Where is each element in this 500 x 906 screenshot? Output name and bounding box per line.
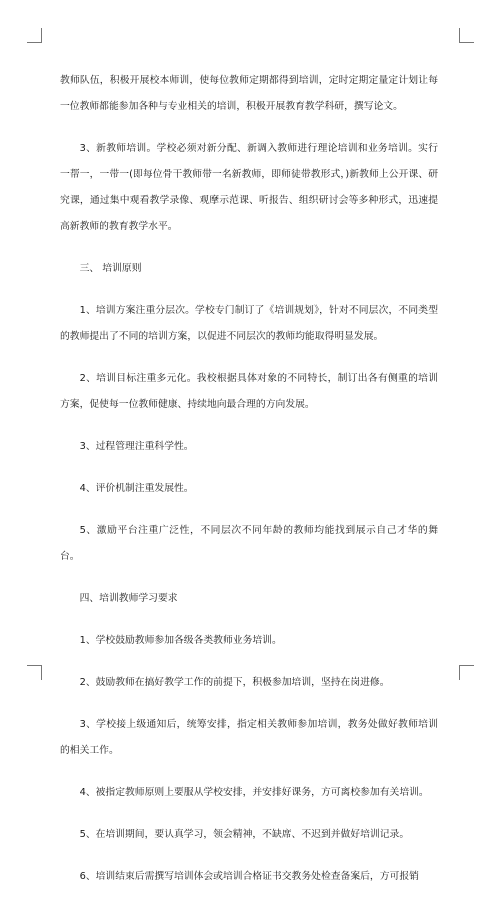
paragraph-principle-3: 3、过程管理注重科学性。 (79, 441, 194, 452)
paragraph-requirement-2: 2、鼓励教师在搞好教学工作的前提下，积极参加培训，坚持在岗进修。 (79, 677, 390, 688)
paragraph-requirement-4: 4、被指定教师原则上要服从学校安排，并安排好课务，方可离校参加有关培训。 (79, 787, 429, 798)
section-heading-requirements: 四、培训教师学习要求 (79, 593, 178, 604)
paragraph-continuation: 教师队伍，积极开展校本师训，使每位教师定期都得到培训，定时定期定量定计划让每一位教师都能参加各种与专业相关的培训，积极开展教育教学科研，撰写论文。 (60, 75, 438, 112)
crop-mark-bottom-left (27, 665, 42, 680)
paragraph-requirement-3: 3、学校接上级通知后，统筹安排，指定相关教师参加培训，教务处做好教师培训的相关工作。 (60, 719, 438, 756)
crop-mark-top-right (459, 28, 474, 43)
paragraph-requirement-5: 5、在培训期间，要认真学习，领会精神，不缺席、不迟到并做好培训记录。 (79, 829, 410, 840)
paragraph-principle-4: 4、评价机制注重发展性。 (79, 483, 194, 494)
paragraph-principle-1: 1、培训方案注重分层次。学校专门制订了《培训规划》，针对不同层次，不同类型的教师提出了不同的培训方案，以促进不同层次的教师均能取得明显发展。 (60, 305, 438, 342)
crop-mark-top-left (27, 28, 42, 43)
section-heading-principles: 三、 培训原则 (79, 263, 142, 274)
document-body (60, 68, 438, 906)
paragraph-principle-5: 5、激励平台注重广泛性，不同层次不同年龄的教师均能找到展示自己才华的舞台。 (60, 525, 438, 562)
paragraph-requirement-1: 1、学校鼓励教师参加各级各类教师业务培训。 (79, 635, 282, 646)
paragraph-principle-2: 2、培训目标注重多元化。我校根据具体对象的不同特长，制订出各有侧重的培训方案，促使每一位教师健康、持续地向最合理的方向发展。 (60, 373, 438, 410)
paragraph-requirement-6: 6、培训结束后需撰写培训体会或培训合格证书交教务处检查备案后，方可报销 (79, 871, 419, 882)
crop-mark-bottom-right (459, 665, 474, 680)
paragraph-new-teacher-training: 3、新教师培训。学校必须对新分配、新调入教师进行理论培训和业务培训。实行一帮一，一带一(即每位骨干教师带一名新教师，即师徒带教形式，)新教师上公开课、研究课，通过集中观看教学录像、观摩示范课、听报告、组织研讨会等多种形式，迅速提高新教师的教育教学水平。 (60, 143, 438, 232)
